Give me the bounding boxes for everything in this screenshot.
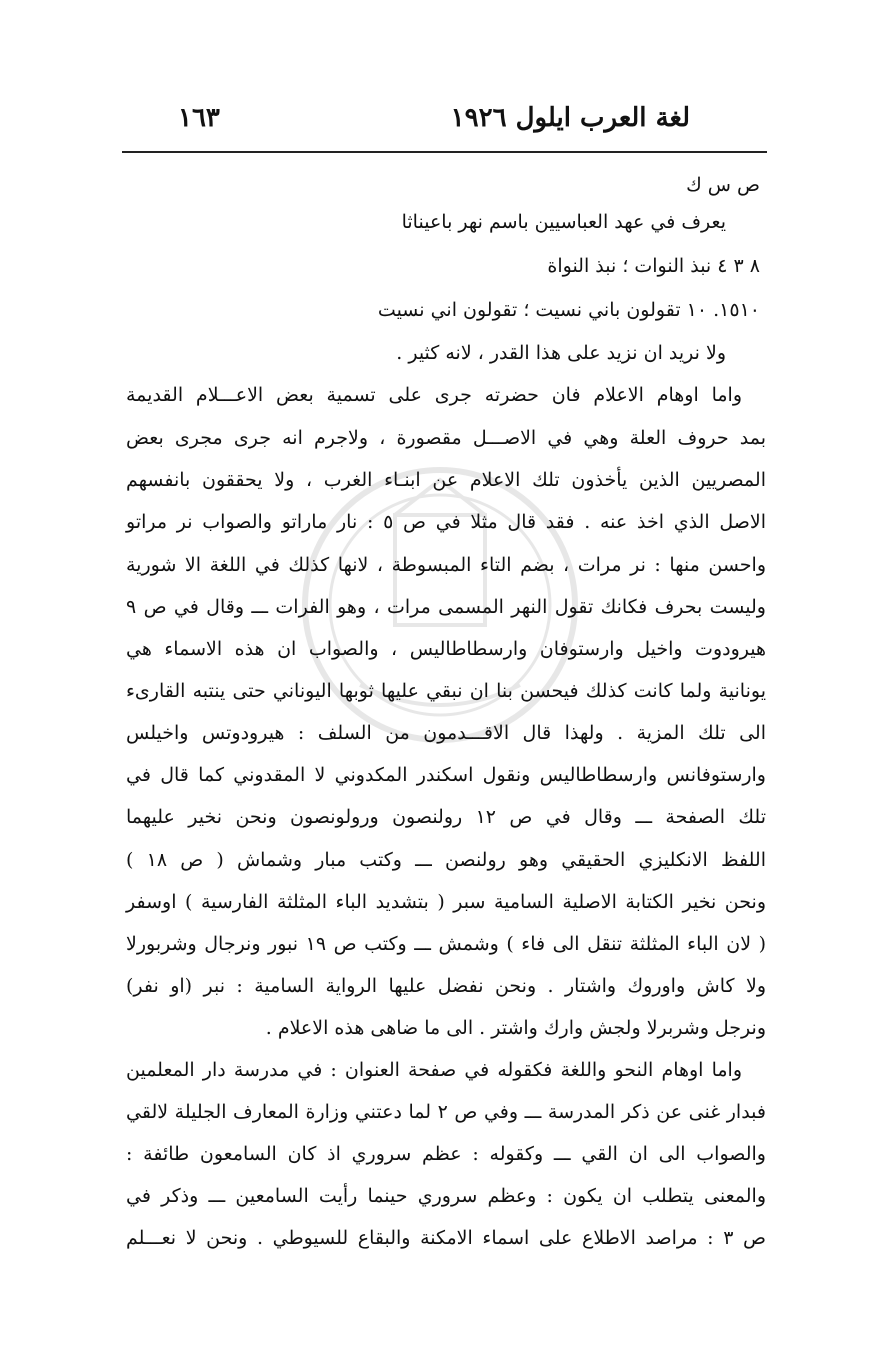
text-line-19: ( لان الباء المثلثة تنقل الى فاء ) وشمش ـــ وكتب ص ١٩ نبور ونرجال وشربورلا xyxy=(126,933,766,955)
text-line-13: يونانية ولما كانت كذلك فيحسن بنا ان نبقي عليها ثوبها اليوناني حتى ينتبه القارىء xyxy=(126,680,766,702)
text-line-3: ٨ ٣ ٤ نبذ النوات ؛ نبذ النواة xyxy=(547,255,760,277)
running-header xyxy=(120,98,772,138)
journal-title: لغة العرب ايلول ١٩٢٦ xyxy=(450,103,690,133)
text-line-5: ولا نريد ان نزيد على هذا القدر ، لانه كثير . xyxy=(396,342,726,364)
text-line-21: ونرجل وشربرلا ولجش وارك واشتر . الى ما ضاهى هذه الاعلام . xyxy=(265,1017,766,1039)
text-line-24: والصواب الى ان القي ـــ وكقوله : عظم سروري اذ كان السامعون طائفة : xyxy=(126,1143,766,1165)
header-rule xyxy=(122,151,767,153)
text-line-2: يعرف في عهد العباسيين باسم نهر باعيناثا xyxy=(401,211,726,233)
text-line-4: ١٥١٠. ١٠ تقولون باني نسيت ؛ تقولون اني نسيت xyxy=(377,299,760,321)
text-line-16: تلك الصفحة ـــ وقال في ص ١٢ رولنصون ورولونصون ونحن نخير عليهما xyxy=(126,806,766,828)
text-line-23: فبدار غنى عن ذكر المدرسة ـــ وفي ص ٢ لما دعتني وزارة المعارف الجليلة لالقي xyxy=(126,1101,766,1123)
text-line-26: ص ٣ : مراصد الاطلاع على اسماء الامكنة والبقاع للسيوطي . ونحن لا نعـــلم xyxy=(126,1227,767,1249)
text-line-12: هيرودوت واخيل وارستوفان وارسطاطاليس ، والصواب ان هذه الاسماء هي xyxy=(126,638,766,660)
text-line-1: ص س ك xyxy=(686,174,760,196)
text-line-8: المصريين الذين يأخذون تلك الاعلام عن ابنـاء الغرب ، ولا يحققون بانفسهم xyxy=(126,469,766,491)
page-number: ١٦٣ xyxy=(178,103,220,133)
text-line-9: الاصل الذي اخذ عنه . فقد قال مثلا في ص ٥ : نار ماراتو والصواب نر مراتو xyxy=(126,511,766,533)
text-line-17: اللفظ الانكليزي الحقيقي وهو رولنصن ـــ وكتب مبار وشماش ( ص ١٨ ) xyxy=(126,849,766,871)
text-line-18: ونحن نخير الكتابة الاصلية السامية سبر ( بتشديد الباء المثلثة الفارسية ) اوسفر xyxy=(126,891,766,913)
text-line-25: والمعنى يتطلب ان يكون : وعظم سروري حينما رأيت السامعين ـــ وذكر في xyxy=(126,1185,766,1207)
text-line-14: الى تلك المزية . ولهذا قال الاقـــدمون من السلف : هيرودوتس واخيلس xyxy=(126,722,766,744)
text-line-22: واما اوهام النحو واللغة فكقوله في صفحة العنوان : في مدرسة دار المعلمين xyxy=(126,1059,742,1081)
text-line-15: وارستوفانس وارسطاطاليس ونقول اسكندر المكدوني لا المقدوني كما قال في xyxy=(126,764,766,786)
text-line-11: وليست بحرف فكانك تقول النهر المسمى مرات ، وهو الفرات ـــ وقال في ص ٩ xyxy=(126,596,766,618)
text-line-7: بمد حروف العلة وهي في الاصـــل مقصورة ، ولاجرم انه جرى مجرى بعض xyxy=(126,427,766,449)
text-line-20: ولا كاش واوروك واشتار . ونحن نفضل عليها الرواية السامية : نبر (او نفر) xyxy=(126,975,766,997)
text-line-6: واما اوهام الاعلام فان حضرته جرى على تسمية بعض الاعـــلام القديمة xyxy=(126,384,742,406)
text-line-10: واحسن منها : نر مرات ، بضم التاء المبسوطة ، لانها كذلك في اللغة الا شورية xyxy=(126,554,766,576)
